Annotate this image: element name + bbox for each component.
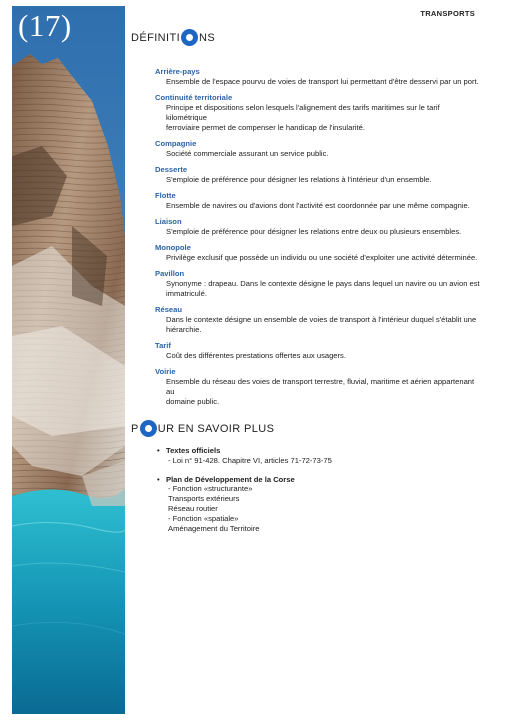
more-title-start: P: [131, 422, 139, 435]
official-texts-heading: [157, 446, 477, 456]
definitions-title-end: NS: [199, 31, 216, 44]
definition-text: Privilège exclusif que possède un individu ou une société d'exploiter une activité déterminée.: [166, 253, 478, 262]
definition-item: [155, 191, 480, 211]
bullet-icon: •: [157, 446, 160, 455]
definition-text: Ensemble de l'espace pourvu de voies de transport lui permettant d'être desservi par un port.: [166, 77, 479, 86]
definition-item: [155, 67, 480, 87]
bullet-icon: •: [157, 474, 160, 484]
definition-item: [155, 139, 480, 159]
definition-text: Coût des différentes prestations offertes aux usagers.: [166, 351, 346, 360]
page-number: (17): [18, 8, 72, 43]
definition-text: ferroviaire permet de compenser le handicap de l'insularité.: [166, 123, 365, 132]
definition-item: [155, 217, 480, 237]
definition-term: Pavillon: [155, 269, 185, 278]
official-texts-title: Textes officiels: [166, 446, 221, 455]
definition-term: Continuité territoriale: [155, 93, 233, 102]
definition-term: Liaison: [155, 217, 182, 226]
definition-text: Dans le contexte désigne un ensemble de voies de transport à l'intérieur duquel s'établit une: [166, 315, 477, 324]
reference-line: - Fonction «structurante»: [168, 484, 253, 494]
definitions-title-start: DÉFINITI: [131, 31, 181, 44]
definitions-list: [155, 67, 480, 413]
reference-line: - Loi n° 91-428. Chapitre VI, articles 71-72-73-75: [168, 455, 332, 465]
reference-line: Réseau routier: [168, 503, 218, 513]
more-title-end: UR EN SAVOIR PLUS: [157, 422, 275, 435]
development-plan-block: [157, 475, 477, 534]
definition-item: [155, 243, 480, 263]
definition-term: Réseau: [155, 305, 183, 314]
definition-text: domaine public.: [166, 397, 220, 406]
definition-item: [155, 165, 480, 185]
definition-text: Ensemble de navires ou d'avions dont l'activité est coordonnée par une même compagnie.: [166, 201, 470, 210]
further-reading: [157, 446, 477, 542]
cliff-sea-photo: [12, 6, 125, 714]
definition-item: [155, 305, 480, 335]
definition-term: Tarif: [155, 341, 171, 350]
o-circle-icon: [140, 420, 157, 437]
definition-text: immatriculé.: [166, 289, 207, 298]
more-title: [131, 420, 274, 437]
definition-text: S'emploie de préférence pour désigner les relations à l'intérieur d'un ensemble.: [166, 175, 432, 184]
development-plan-heading: [157, 475, 477, 485]
definition-text: Société commerciale assurant un service public.: [166, 149, 329, 158]
definition-term: Desserte: [155, 165, 188, 174]
official-texts-block: [157, 446, 477, 466]
definition-item: [155, 341, 480, 361]
definition-item: [155, 93, 480, 133]
definition-item: [155, 269, 480, 299]
o-circle-icon: [181, 29, 198, 46]
reference-line: Aménagement du Territoire: [168, 523, 260, 533]
cover-photo: [12, 6, 125, 714]
reference-line: Transports extérieurs: [168, 494, 240, 504]
definition-text: S'emploie de préférence pour désigner les relations entre deux ou plusieurs ensembles.: [166, 227, 462, 236]
definition-item: [155, 367, 480, 407]
definition-term: Compagnie: [155, 139, 197, 148]
definition-term: Voirie: [155, 367, 176, 376]
definition-term: Monopole: [155, 243, 191, 252]
definitions-title: [131, 29, 215, 46]
definition-text: hiérarchie.: [166, 325, 202, 334]
reference-line: - Fonction «spatiale»: [168, 513, 239, 523]
definition-term: Arrière-pays: [155, 67, 200, 76]
definition-text: Ensemble du réseau des voies de transport terrestre, fluvial, maritime et aérien appartenant au: [166, 377, 475, 396]
definition-text: Principe et dispositions selon lesquels l'alignement des tarifs maritimes sur le tarif kilométrique: [166, 103, 440, 122]
definition-text: Synonyme : drapeau. Dans le contexte désigne le pays dans lequel un navire ou un avion est: [166, 279, 480, 288]
definition-term: Flotte: [155, 191, 176, 200]
development-plan-title: Plan de Développement de la Corse: [166, 474, 295, 484]
running-head: TRANSPORTS: [420, 9, 475, 18]
